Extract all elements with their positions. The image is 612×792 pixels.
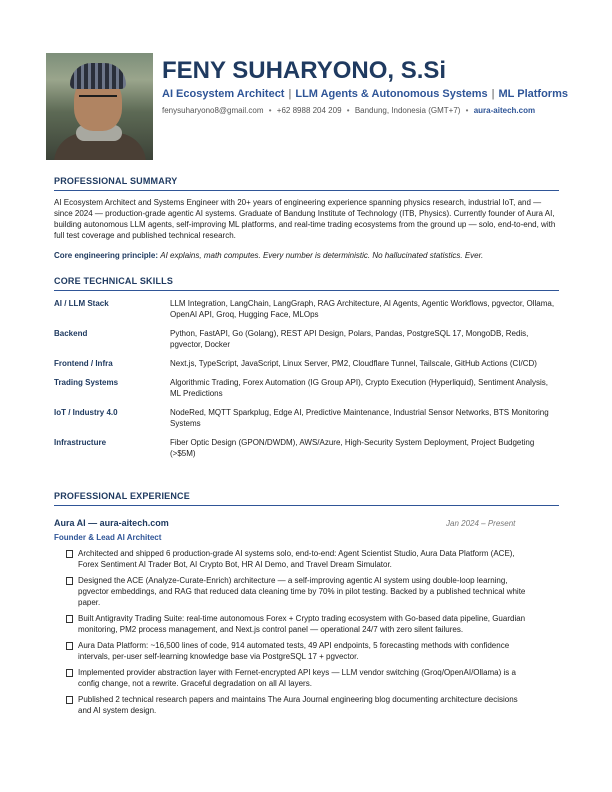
website-link[interactable]: aura-aitech.com (473, 106, 536, 115)
bullet-text: Aura Data Platform: ~16,500 lines of code, 914 automated tests, 49 API endpoints, 5 forecasting methods with confidence intervals, per-user self-learning knowledge base via PostgreSQL 17 + pgvector. (78, 641, 510, 661)
bullet-box-icon (66, 550, 73, 558)
skill-category: AI / LLM Stack (54, 299, 109, 308)
title-3: ML Platforms (498, 88, 568, 100)
bullet-item (66, 548, 528, 570)
title-1: AI Ecosystem Architect (162, 88, 285, 100)
bullet-text: Published 2 technical research papers and maintains The Aura Journal engineering blog documenting architecture decisions and AI system design. (78, 695, 518, 715)
skill-category: Infrastructure (54, 438, 107, 447)
skills-divider (54, 290, 559, 291)
bullet-box-icon (66, 669, 73, 677)
skills-table (54, 298, 559, 467)
bullet-box-icon (66, 615, 73, 623)
job-role: Founder & Lead AI Architect (54, 533, 162, 542)
skill-category: Frontend / Infra (54, 359, 113, 368)
skill-list: Fiber Optic Design (GPON/DWDM), AWS/Azure, High-Security System Deployment, Project Budgeting (>$5M) (170, 438, 535, 458)
title-separator: | (491, 88, 495, 100)
skill-row (54, 437, 559, 459)
email-link[interactable]: fenysuharyono8@gmail.com (162, 106, 264, 115)
skills-heading: CORE TECHNICAL SKILLS (54, 276, 174, 286)
skill-list: LLM Integration, LangChain, LangGraph, RAG Architecture, AI Agents, Agentic Workflows, pgvector, Ollama, OpenAI API, Groq, Hugging Face, MLOps (170, 299, 555, 319)
job-dates: Jan 2024 – Present (446, 519, 516, 528)
skill-row (54, 328, 559, 350)
experience-divider (54, 505, 559, 506)
bullet-box-icon (66, 696, 73, 704)
bullet-text: Implemented provider abstraction layer with Fernet-encrypted API keys — LLM vendor switching (Groq/OpenAI/Ollama) is a config change, not a rewrite. Graceful degradation on all AI layers. (78, 668, 516, 688)
photo-beanie (70, 63, 126, 89)
skill-list: Python, FastAPI, Go (Golang), REST API Design, Polars, Pandas, PostgreSQL 17, MongoDB, Redis, pgvector, Docker (170, 329, 529, 349)
contact-dot: • (346, 106, 350, 115)
principle-label: Core engineering principle: (54, 251, 159, 260)
skill-category: Backend (54, 329, 88, 338)
contact-dot: • (465, 106, 469, 115)
resume-name: FENY SUHARYONO, S.Si (162, 57, 447, 84)
photo-glasses (79, 95, 117, 105)
summary-divider (54, 190, 559, 191)
skill-list: Algorithmic Trading, Forex Automation (IG Group API), Crypto Execution (Hyperliquid), Sentiment Analysis, ML Predictions (170, 378, 548, 398)
bullet-text: Designed the ACE (Analyze-Curate-Enrich) architecture — a self-improving agentic AI system using double-loop learning, pgvector embeddings, and RAG that reduced data cleaning time by 70% in pilot testing. Backed by a published technical white paper. (78, 576, 526, 607)
summary-text: AI Ecosystem Architect and Systems Engineer with 20+ years of engineering experience spanning physics research, industrial IoT, and — since 2024 — production-grade agentic AI systems. Graduate of Bandung Institute of Technology (ITB, Physics). Currently founder of Aura AI, building autonomous LLM agents, self-improving ML platforms, and real-time trading ecosystems from the ground up — solo, end-to-end, with full test coverage and published technical research. (54, 198, 556, 240)
skill-category: Trading Systems (54, 378, 119, 387)
skill-list: Next.js, TypeScript, JavaScript, Linux Server, PM2, Cloudflare Tunnel, Tailscale, GitHub Actions (CI/CD) (170, 359, 537, 368)
bullet-text: Architected and shipped 6 production-grade AI systems solo, end-to-end: Agent Scientist Studio, Aura Data Platform (ACE), Forex Sentiment AI Trader Bot, AI Crypto Bot, HR AI Demo, and Travel Dream Simulator. (78, 549, 515, 569)
bullet-item (66, 640, 528, 662)
skill-list: NodeRed, MQTT Sparkplug, Edge AI, Predictive Maintenance, Industrial Sensor Networks, BTS Monitoring Systems (170, 408, 549, 428)
principle-text: AI explains, math computes. Every number is deterministic. No hallucinated statistics. Ever. (160, 251, 484, 260)
location: Bandung, Indonesia (GMT+7) (354, 106, 461, 115)
title-2: LLM Agents & Autonomous Systems (295, 88, 488, 100)
job-bullets (66, 548, 528, 721)
skill-row (54, 377, 559, 399)
core-principle (54, 250, 559, 261)
contact-dot: • (268, 106, 272, 115)
bullet-item (66, 694, 528, 716)
contact-line (162, 106, 535, 115)
bullet-item (66, 575, 528, 608)
phone-number: +62 8988 204 209 (276, 106, 342, 115)
skill-category: IoT / Industry 4.0 (54, 408, 118, 417)
experience-heading: PROFESSIONAL EXPERIENCE (54, 491, 190, 501)
title-separator: | (288, 88, 292, 100)
bullet-item (66, 613, 528, 635)
bullet-item (66, 667, 528, 689)
skill-row (54, 407, 559, 429)
bullet-box-icon (66, 642, 73, 650)
bullet-text: Built Antigravity Trading Suite: real-time autonomous Forex + Crypto trading ecosystem with Go-based data pipeline, Guardian monitoring, PM2 process management, and Next.js control panel — operational 24/7 with zero silent failures. (78, 614, 526, 634)
profile-photo (46, 53, 153, 160)
summary-heading: PROFESSIONAL SUMMARY (54, 176, 178, 186)
skill-row (54, 358, 559, 369)
skill-row (54, 298, 559, 320)
bullet-box-icon (66, 577, 73, 585)
title-line (162, 88, 568, 100)
job-company: Aura AI — aura-aitech.com (54, 518, 169, 528)
